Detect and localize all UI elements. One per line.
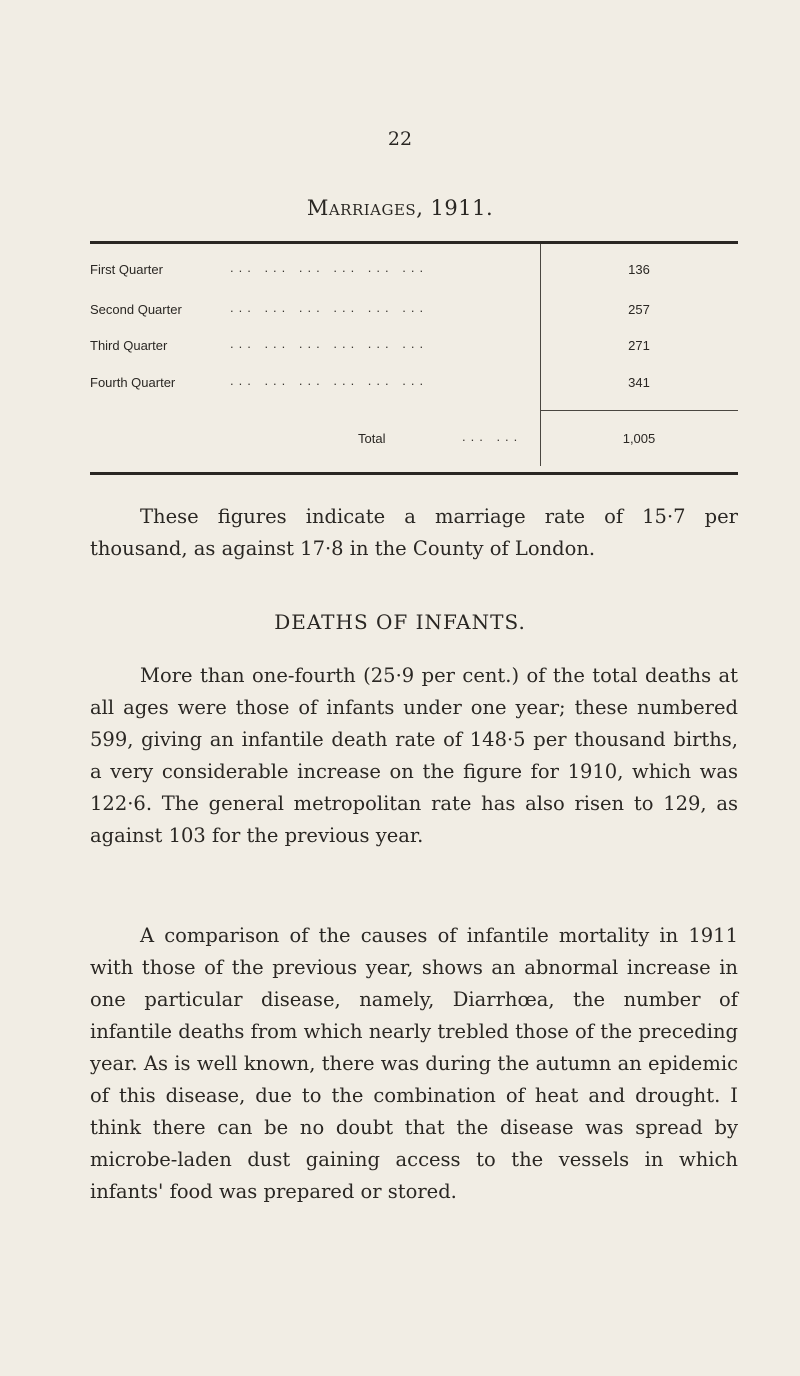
total-rule: [540, 410, 738, 411]
dot-leader: ... ...: [462, 429, 523, 444]
row-label: First Quarter: [90, 262, 163, 277]
table-bottom-rule: [90, 472, 738, 475]
row-value: 257: [628, 302, 650, 317]
total-label: Total: [358, 431, 386, 446]
row-value: 271: [628, 338, 650, 353]
table-total-row: [90, 431, 738, 453]
dot-leader: ... ... ... ... ... ...: [230, 260, 429, 275]
row-label: Second Quarter: [90, 302, 182, 317]
table-title: Marriages, 1911.: [306, 196, 494, 220]
dot-leader: ... ... ... ... ... ...: [230, 300, 429, 315]
section-heading: DEATHS OF INFANTS.: [274, 610, 526, 634]
table-row: [90, 375, 738, 397]
marriage-rate-paragraph: These figures indicate a marriage rate of 15·7 per thousand, as against 17·8 in the County of London.: [90, 505, 738, 560]
table-row: [90, 262, 738, 284]
table-top-rule: [90, 241, 738, 244]
dot-leader: ... ... ... ... ... ...: [230, 373, 429, 388]
row-value: 341: [628, 375, 650, 390]
comparison-paragraph: A comparison of the causes of infantile mortality in 1911 with those of the previous year, shows an abnormal increase in one particular disease, namely, Diarrhœa, the number of infantile deaths from which nearly trebled those of the preceding year. As is well known, there was during the autumn an epidemic of this disease, due to the combination of heat and drought. I think there can be no doubt that the disease was spread by microbe-laden dust gaining access to the vessels in which infants' food was prepared or stored.: [90, 924, 738, 1203]
row-label: Third Quarter: [90, 338, 168, 353]
row-value: 136: [628, 262, 650, 277]
row-label: Fourth Quarter: [90, 375, 176, 390]
infant-deaths-paragraph: More than one-fourth (25·9 per cent.) of the total deaths at all ages were those of infants under one year; these numbered 599, giving an infantile death rate of 148·5 per thousand births, a very considerable increase on the figure for 1910, which was 122·6. The general metropolitan rate has also risen to 129, as against 103 for the previous year.: [90, 664, 738, 847]
total-value: 1,005: [622, 431, 656, 446]
table-row: [90, 302, 738, 324]
page-number: 22: [387, 128, 413, 150]
table-row: [90, 338, 738, 360]
dot-leader: ... ... ... ... ... ...: [230, 336, 429, 351]
